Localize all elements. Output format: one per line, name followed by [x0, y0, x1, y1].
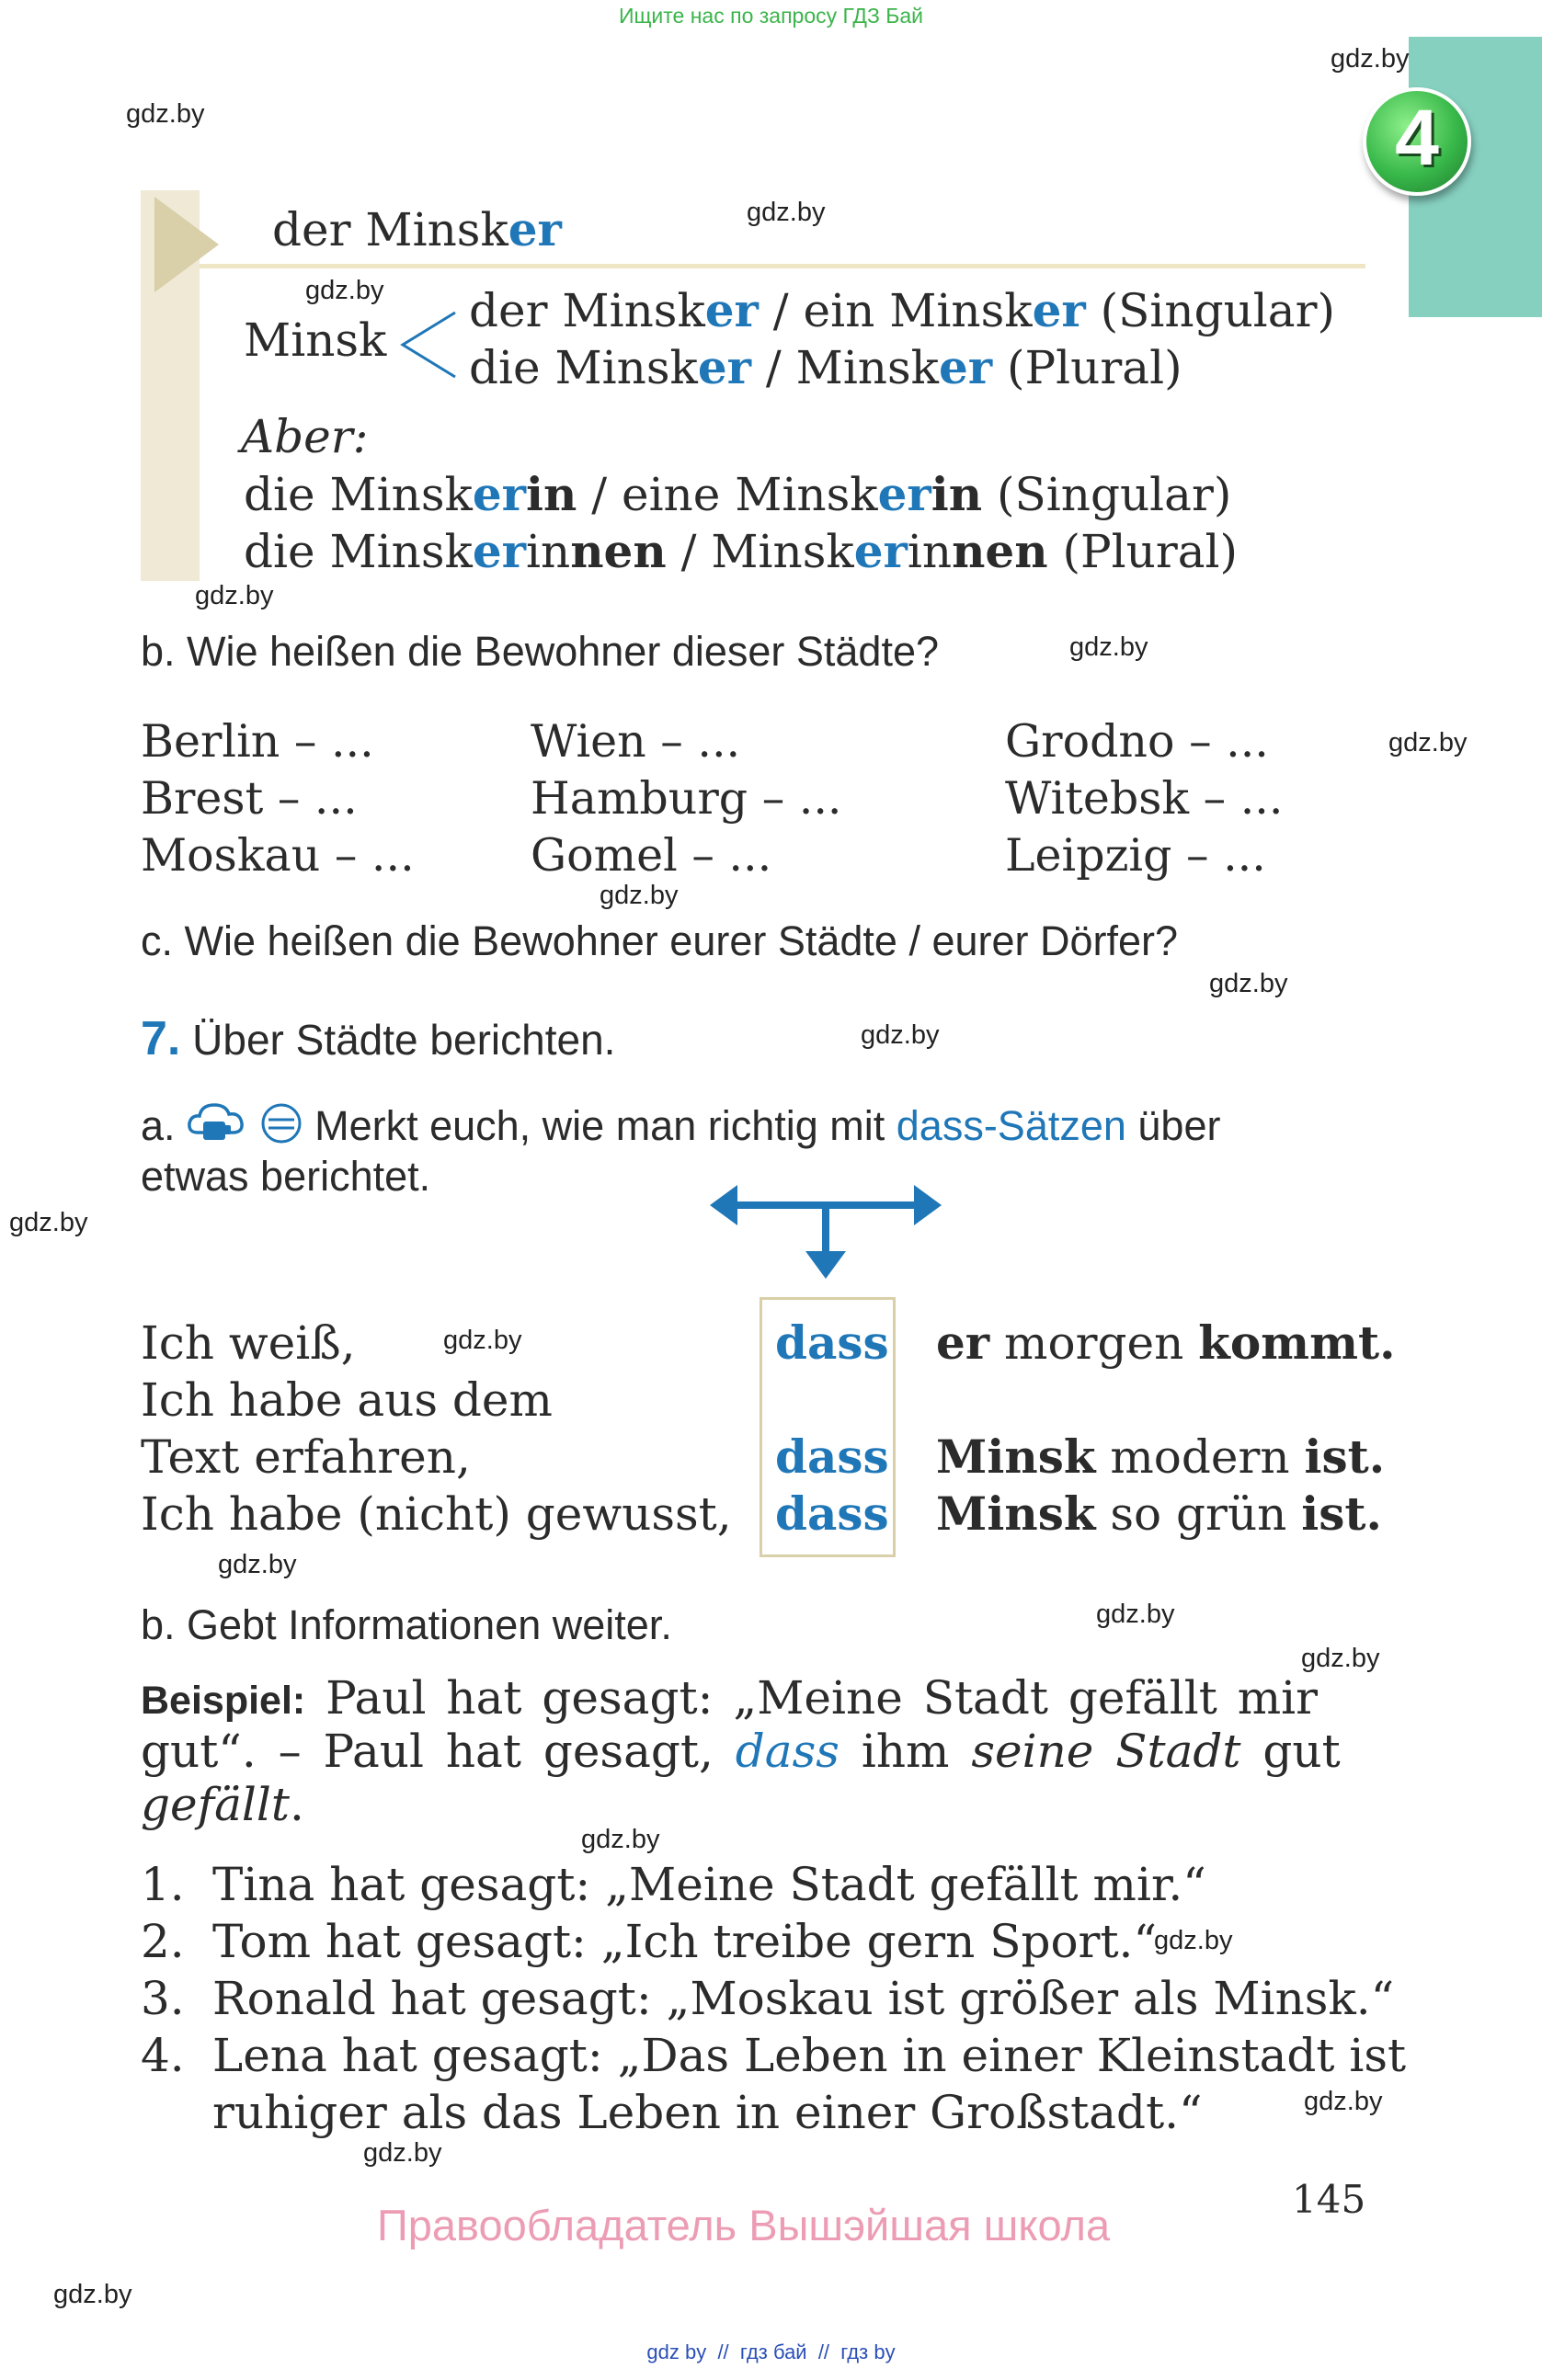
period: .: [1379, 1315, 1396, 1370]
city-item: Brest – ...: [141, 772, 358, 825]
watermark: gdz.by: [1154, 1926, 1233, 1955]
cities-col-2: [531, 713, 842, 884]
ending: er: [472, 467, 526, 521]
watermark: gdz.by: [218, 1550, 297, 1579]
ending: er: [877, 467, 931, 521]
example-text: Paul hat gesagt: „Meine Stadt gefällt mir: [305, 1671, 1319, 1725]
watermark: gdz.by: [9, 1208, 88, 1237]
ending: in: [525, 467, 577, 521]
top-notice: Ищите нас по запросу ГДЗ Бай: [618, 4, 924, 28]
task-7a-line1: [141, 1099, 1220, 1150]
example-line-1: [141, 1671, 1318, 1725]
sub-clause: [936, 1315, 1396, 1372]
item-text: Ronald hat gesagt: „Moskau ist größer als Minsk.“: [212, 1972, 1395, 2025]
period: .: [1365, 1486, 1382, 1541]
sub-clause: [936, 1429, 1385, 1486]
text-part: / Minsk: [750, 341, 939, 394]
list-item: [141, 1858, 1206, 1911]
item-number: 2.: [141, 1915, 185, 1968]
list-item: [141, 2029, 1406, 2082]
example-text: ihm: [839, 1725, 972, 1778]
watermark: gdz.by: [1301, 1644, 1380, 1673]
example-label: Beispiel:: [141, 1679, 306, 1723]
cities-col-1: [141, 713, 415, 884]
middle: morgen: [989, 1316, 1199, 1370]
footer-links[interactable]: gdz by // гдз бай // гдз by: [646, 2340, 896, 2363]
number-note: (Plural): [992, 341, 1182, 394]
copyright-notice: Правообладатель Вышэйшая школа: [377, 2201, 1111, 2249]
city-item: Gomel – ...: [531, 829, 772, 882]
dass-conj: dass: [775, 1486, 889, 1541]
item-text: Lena hat gesagt: „Das Leben in einer Kleinstadt ist: [212, 2029, 1407, 2082]
rule-fem-plural: [244, 524, 1238, 578]
watermark: gdz.by: [305, 276, 384, 305]
item-number: 4.: [141, 2029, 185, 2082]
item-text: Tom hat gesagt: „Ich treibe gern Sport.“: [212, 1915, 1158, 1968]
task-text: über: [1125, 1102, 1221, 1149]
dass-highlight: dass: [735, 1725, 840, 1778]
subject: Minsk: [936, 1486, 1096, 1541]
ending: er: [704, 283, 759, 337]
rule-city: Minsk: [244, 313, 387, 367]
number-note: (Singular): [1085, 284, 1335, 337]
page-number: 145: [1292, 2177, 1366, 2222]
watermark: gdz.by: [600, 881, 679, 910]
city-item: Moskau – ...: [141, 829, 415, 882]
play-triangle-icon: [154, 197, 221, 292]
example-text: gut: [1240, 1725, 1341, 1778]
ending: er: [1032, 283, 1086, 337]
rule-header: [272, 202, 562, 256]
task-label: a.: [141, 1102, 176, 1149]
number-note: (Singular): [982, 468, 1232, 521]
main-clause: Text erfahren,: [141, 1430, 471, 1484]
list-item: [141, 1972, 1394, 2025]
rule-plural-line: [469, 340, 1182, 394]
dass-conj: dass: [775, 1315, 889, 1370]
item-text: Tina hat gesagt: „Meine Stadt gefällt mir.“: [212, 1858, 1206, 1911]
rule-box-divider: [200, 264, 1365, 268]
task-text: Merkt euch, wie man richtig mit: [314, 1102, 897, 1149]
rule-fem-singular: [244, 467, 1231, 521]
watermark: gdz.by: [581, 1825, 660, 1854]
angle-bracket-icon: [400, 311, 457, 379]
chapter-number: 4: [1395, 94, 1439, 182]
list-item: [141, 1915, 1157, 1968]
ending: in: [907, 525, 953, 578]
text-part: die Minsk: [469, 341, 698, 394]
text-part: der Minsk: [469, 284, 705, 337]
ending: in: [931, 467, 983, 521]
dass-conj: dass: [775, 1429, 889, 1484]
chapter-badge: [1363, 87, 1471, 196]
rule-header-stem: der Minsk: [272, 203, 508, 256]
item-number: 1.: [141, 1858, 185, 1911]
watermark: gdz.by: [1331, 44, 1410, 74]
number-note: (Plural): [1047, 525, 1239, 578]
ending: er: [472, 524, 526, 578]
main-clause: Ich habe (nicht) gewusst,: [141, 1487, 732, 1541]
main-clause: Ich habe aus dem: [141, 1373, 553, 1427]
city-item: Leipzig – ...: [1005, 829, 1266, 882]
dass-highlight: dass-Sätzen: [896, 1102, 1126, 1149]
task-7b-heading: b. Gebt Informationen weiter.: [141, 1601, 672, 1648]
watermark: gdz.by: [443, 1326, 522, 1355]
text-part: / ein Minsk: [758, 284, 1033, 337]
rule-singular-line: [469, 283, 1335, 337]
period: .: [1368, 1429, 1386, 1484]
dass-left-column: [141, 1315, 732, 1543]
ending: er: [697, 340, 751, 394]
text-part: die Minsk: [244, 468, 473, 521]
example-line-2: [141, 1725, 1341, 1778]
cities-col-3: [1005, 713, 1283, 884]
text-part: die Minsk: [244, 525, 473, 578]
verb: ist: [1301, 1486, 1366, 1541]
text-part: / Minsk: [666, 525, 854, 578]
task-c-heading: c. Wie heißen die Bewohner eurer Städte / eurer Dörfer?: [141, 917, 1179, 964]
example-text: gut“. – Paul hat gesagt,: [141, 1725, 736, 1778]
watermark: gdz.by: [1388, 728, 1468, 757]
double-arrow-icon: [710, 1179, 942, 1281]
watermark: gdz.by: [126, 99, 205, 129]
example-italic: seine Stadt: [971, 1725, 1241, 1778]
main-clause: Ich weiß,: [141, 1316, 356, 1370]
task-7a-line2: etwas berichtet.: [141, 1153, 431, 1200]
text-part: / eine Minsk: [577, 468, 878, 521]
city-item: Berlin – ...: [141, 715, 374, 768]
watermark: gdz.by: [1304, 2087, 1383, 2116]
watermark: gdz.by: [1209, 969, 1288, 998]
ending: er: [938, 340, 993, 394]
city-item: Witebsk – ...: [1005, 772, 1284, 825]
subject: er: [936, 1315, 990, 1370]
subject: Minsk: [936, 1429, 1096, 1484]
rule-aber: Aber:: [241, 410, 369, 463]
item-number: 3.: [141, 1972, 185, 2025]
ending: er: [853, 524, 908, 578]
ending: in: [525, 525, 571, 578]
watermark: gdz.by: [861, 1020, 940, 1050]
example-italic: gefällt: [141, 1778, 290, 1831]
ending: nen: [952, 524, 1048, 578]
example-line-3: [141, 1778, 304, 1831]
exercise-title: Über Städte berichten.: [192, 1016, 616, 1064]
city-item: Grodno – ...: [1005, 715, 1269, 768]
watermark: gdz.by: [195, 581, 274, 610]
middle: so grün: [1095, 1487, 1302, 1541]
group-work-icon: [259, 1101, 303, 1145]
rule-header-suffix: er: [508, 202, 562, 256]
watermark: gdz.by: [363, 2138, 442, 2168]
ending: nen: [570, 524, 667, 578]
watermark: gdz.by: [53, 2280, 132, 2309]
middle: modern: [1095, 1430, 1305, 1484]
watermark: gdz.by: [747, 198, 826, 227]
watermark: gdz.by: [1096, 1600, 1175, 1629]
watermark: gdz.by: [1069, 632, 1148, 662]
exercise-7-heading: [141, 1011, 615, 1066]
cloud-computer-icon: [187, 1099, 247, 1145]
verb: ist: [1304, 1429, 1369, 1484]
task-b-heading: b. Wie heißen die Bewohner dieser Städte?: [141, 628, 940, 675]
city-item: Wien – ...: [531, 715, 741, 768]
verb: kommt: [1198, 1315, 1380, 1370]
exercise-number: 7.: [141, 1012, 181, 1065]
city-item: Hamburg – ...: [531, 772, 842, 825]
sub-clause: [936, 1486, 1382, 1543]
example-text: .: [290, 1778, 304, 1831]
list-item-continuation: ruhiger als das Leben in einer Großstadt.“: [212, 2086, 1203, 2139]
